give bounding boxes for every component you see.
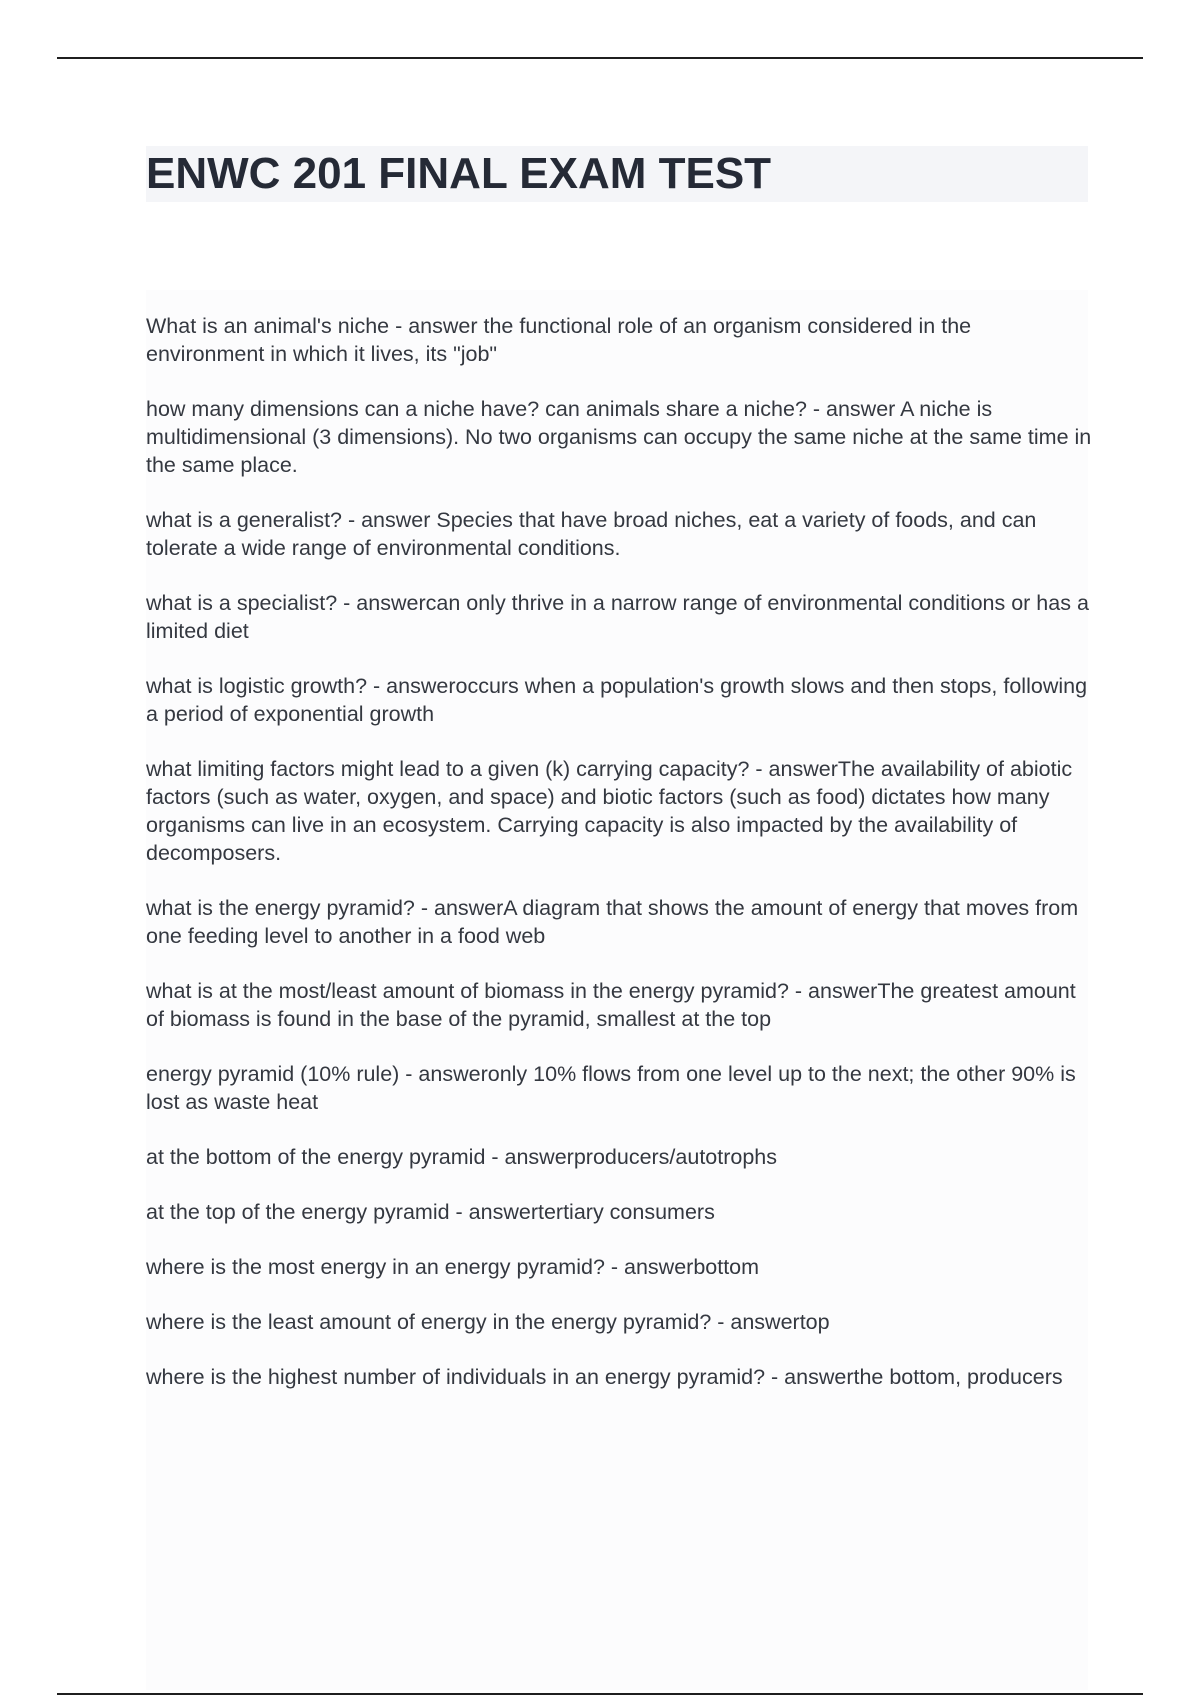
qa-item: what is logistic growth? - answeroccurs when a population's growth slows and then stops, following a period of exponential growth — [146, 674, 1088, 726]
qa-item: at the top of the energy pyramid - answertertiary consumers — [146, 1200, 715, 1224]
bottom-rule — [57, 1693, 1143, 1695]
top-rule — [57, 57, 1143, 59]
qa-item: energy pyramid (10% rule) - answeronly 10% flows from one level up to the next; the other 90% is lost as waste heat — [146, 1062, 1076, 1114]
qa-item: at the bottom of the energy pyramid - answerproducers/autotrophs — [146, 1145, 778, 1169]
qa-item: What is an animal's niche - answer the functional role of an organism considered in the environment in which it lives, its "job" — [146, 314, 972, 366]
qa-item: how many dimensions can a niche have? can animals share a niche? - answer A niche is multidimensional (3 dimensions). No two organisms can occupy the same niche at the same time in the same place. — [146, 397, 1092, 477]
qa-item: what is the energy pyramid? - answerA diagram that shows the amount of energy that moves from one feeding level to another in a food web — [146, 896, 1079, 948]
qa-item: what is a specialist? - answercan only thrive in a narrow range of environmental conditions or has a limited diet — [146, 591, 1089, 643]
qa-list — [146, 312, 1094, 1418]
page-title: ENWC 201 FINAL EXAM TEST — [146, 149, 772, 198]
qa-item: what is a generalist? - answer Species that have broad niches, eat a variety of foods, and can tolerate a wide range of environmental conditions. — [146, 508, 1037, 560]
qa-item: where is the most energy in an energy pyramid? - answerbottom — [146, 1255, 760, 1279]
qa-item: what is at the most/least amount of biomass in the energy pyramid? - answerThe greatest amount of biomass is found in the base of the pyramid, smallest at the top — [146, 979, 1076, 1031]
qa-item: where is the least amount of energy in the energy pyramid? - answertop — [146, 1310, 830, 1334]
qa-item: where is the highest number of individuals in an energy pyramid? - answerthe bottom, producers — [146, 1365, 1063, 1389]
qa-item: what limiting factors might lead to a given (k) carrying capacity? - answerThe availability of abiotic factors (such as water, oxygen, and space) and biotic factors (such as food) dictates how many organisms can live in an ecosystem. Carrying capacity is also impacted by the availability of decomposers. — [146, 757, 1073, 865]
